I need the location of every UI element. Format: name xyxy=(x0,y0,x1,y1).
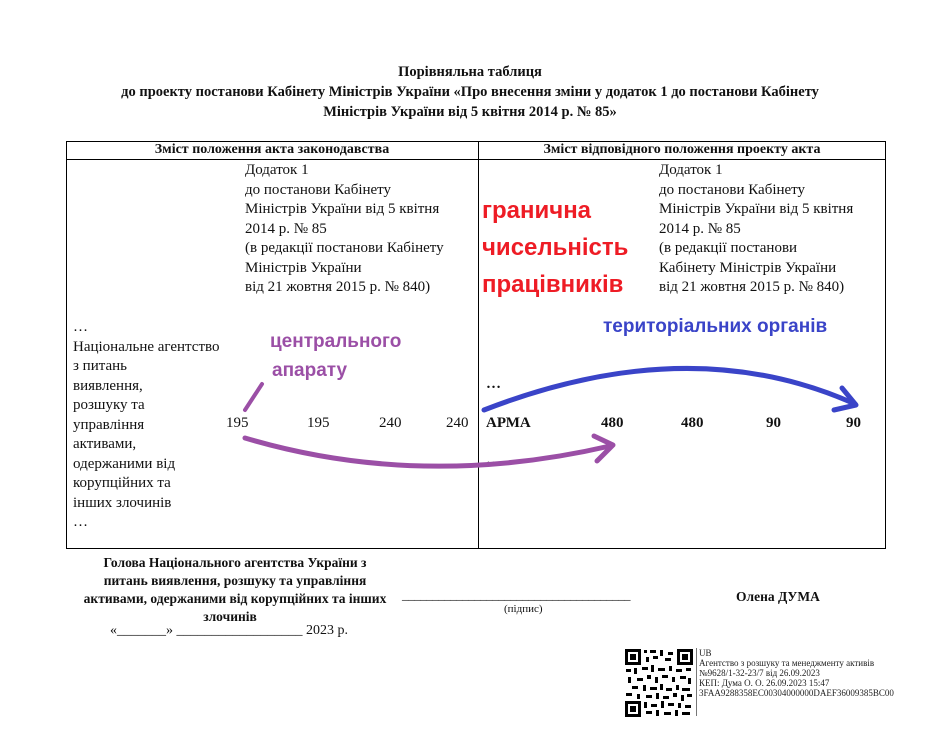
stamp-line: №9628/1-32-23/7 від 26.09.2023 xyxy=(699,668,820,678)
left-annex-line: 2014 р. № 85 xyxy=(245,220,327,237)
annotation-red-line: гранична xyxy=(482,197,592,224)
right-annex-line: Кабінету Міністрів України xyxy=(659,259,837,276)
left-number-3: 240 xyxy=(379,415,402,431)
title-line-3: Міністрів України від 5 квітня 2014 р. № 85» xyxy=(323,104,617,120)
stamp-line: 3FAA9288358EC00304000000DAEF36009385BC00 xyxy=(699,688,894,698)
left-annex-line: до постанови Кабінету xyxy=(245,181,392,198)
signature-caption: (підпис) xyxy=(504,603,543,615)
signatory-position-line: злочинів xyxy=(203,609,257,624)
stamp-divider xyxy=(696,648,697,716)
date-line: «_______» __________________ 2023 р. xyxy=(110,623,348,638)
title-line-1: Порівняльна таблиця xyxy=(398,64,542,80)
right-annex-line: до постанови Кабінету xyxy=(659,181,806,198)
left-agency-line: … xyxy=(73,514,88,530)
title-line-2: до проекту постанови Кабінету Міністрів України «Про внесення зміни у додаток 1 до постанови Кабінету xyxy=(121,84,819,100)
purple-tick-mark xyxy=(245,384,262,410)
signature-line: ______________________________________ xyxy=(402,587,630,602)
left-number-4: 240 xyxy=(446,415,469,431)
annotation-blue: територіальних органів xyxy=(603,316,828,337)
stamp-line: UB xyxy=(699,648,712,658)
left-agency-line: інших злочинів xyxy=(73,494,172,511)
left-annex-line: (в редакції постанови Кабінету xyxy=(245,240,444,256)
signatory-position xyxy=(60,554,410,626)
signatory-position-line: Голова Національного агентства України з xyxy=(103,555,367,570)
right-ellipsis-top: … xyxy=(486,376,501,392)
left-column-header: Зміст положення акта законодавства xyxy=(154,142,390,157)
right-agency-abbrev: АРМА xyxy=(486,415,531,431)
left-agency-line: з питань xyxy=(73,358,127,374)
signatory-name: Олена ДУМА xyxy=(736,589,820,604)
qr-code xyxy=(624,648,694,718)
right-annex-line: 2014 р. № 85 xyxy=(659,220,741,237)
right-annex-line: (в редакції постанови xyxy=(659,240,798,256)
annotation-purple-line: центрального xyxy=(270,331,402,352)
left-agency-line: корупційних та xyxy=(73,475,171,491)
right-column-header: Зміст відповідного положення проекту акта xyxy=(543,142,821,157)
annotation-red-line: чисельність xyxy=(482,234,629,261)
signatory-position-line: питань виявлення, розшуку та управління xyxy=(103,573,367,588)
right-ellipsis-bottom: … xyxy=(486,452,501,468)
left-agency-line: розшуку та xyxy=(73,397,145,413)
left-agency-line: одержаними від xyxy=(73,455,176,472)
right-annex-line: Міністрів України від 5 квітня xyxy=(659,201,854,217)
purple-arrow-curve xyxy=(245,438,610,466)
left-annex-line: від 21 жовтня 2015 р. № 840) xyxy=(245,279,431,295)
signatory-position-line: активами, одержаними від корупційних та інших xyxy=(83,591,387,606)
left-agency-line: активами, xyxy=(73,436,137,452)
annotation-purple-line: апарату xyxy=(272,360,348,381)
stamp-line: Агентство з розшуку та менеджменту активів xyxy=(699,658,875,668)
left-annex-line: Додаток 1 xyxy=(245,162,309,178)
left-agency-line: Національне агентство xyxy=(73,338,220,355)
right-number-4: 90 xyxy=(846,415,861,431)
left-annex-line: Міністрів України xyxy=(245,259,362,276)
left-number-1: 195 xyxy=(226,415,249,431)
annotation-red-line: працівників xyxy=(482,271,624,298)
blue-arrow-curve xyxy=(484,368,855,410)
left-agency-line: виявлення, xyxy=(73,377,143,394)
left-number-2: 195 xyxy=(307,415,330,431)
right-number-1: 480 xyxy=(601,415,624,431)
digital-signature-stamp xyxy=(699,648,935,698)
stamp-line: КЕП: Дума О. О. 26.09.2023 15:47 xyxy=(699,678,830,688)
right-number-2: 480 xyxy=(681,415,704,431)
right-annex-line: від 21 жовтня 2015 р. № 840) xyxy=(659,279,845,295)
left-annex-line: Міністрів України від 5 квітня xyxy=(245,201,440,217)
right-annex-line: Додаток 1 xyxy=(659,162,723,178)
left-agency-line: управління xyxy=(73,416,145,433)
left-agency-line: … xyxy=(73,319,88,335)
right-number-3: 90 xyxy=(766,415,781,431)
